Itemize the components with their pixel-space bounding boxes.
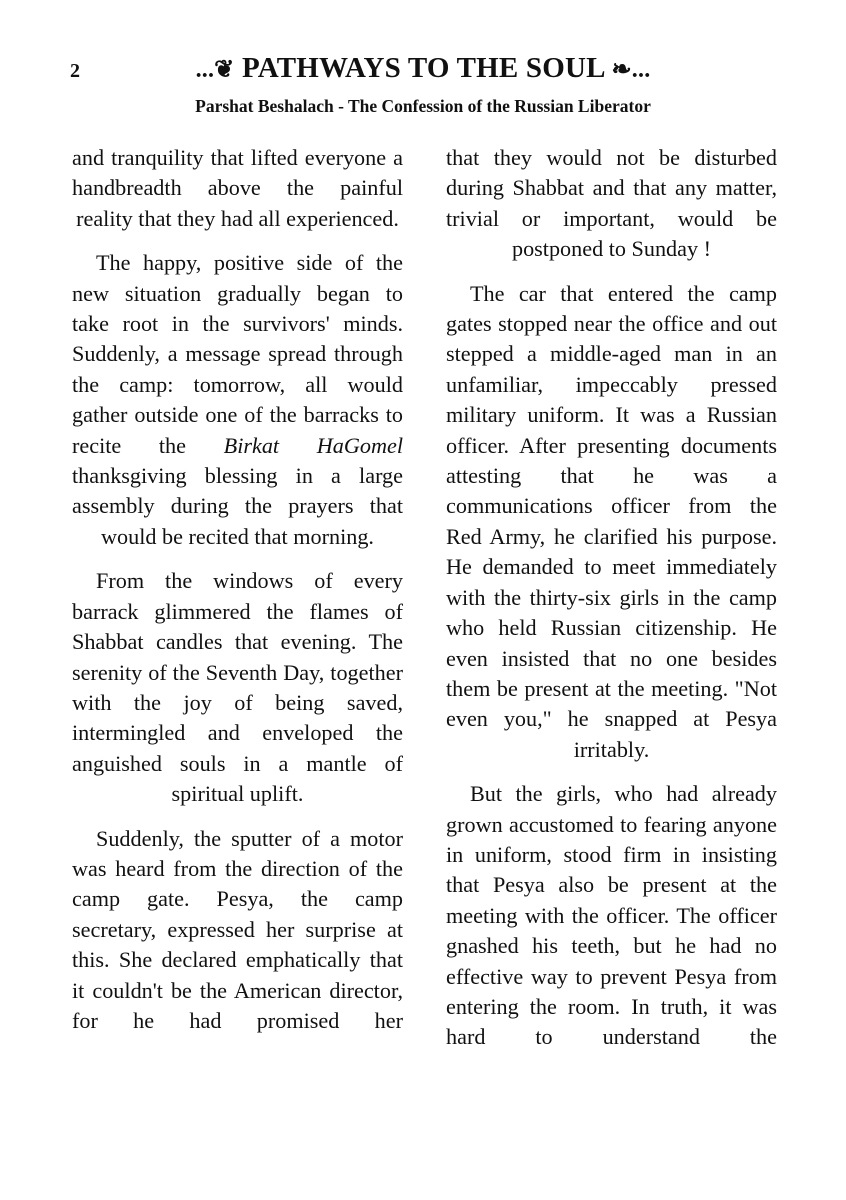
running-header [0,52,846,85]
italic-term: Birkat HaGomel [223,432,403,458]
article-subtitle: Parshat Beshalach - The Confession of the Russian Liberator [195,96,651,116]
paragraph: From the windows of every barrack glimmered the flames of Shabbat candles that evening. The serenity of the Seventh Day, together with the joy of being saved, intermingled and enveloped the anguished souls in a mantle of spiritual uplift. [72,568,403,807]
paragraph-text: The happy, positive side of the new situation gradually began to take root in the survivors' minds. Suddenly, a message spread through the camp: tomorrow, all would gather outside one of the barracks to recite the [72,250,403,458]
paragraph [72,248,403,552]
ornament-right-icon: ❧... [611,57,651,83]
paragraph: Suddenly, the sputter of a motor was heard from the direction of the camp gate. Pesya, the camp secretary, expressed her surprise at this. She declared emphatically that it couldn't be the American director, for he had promised her [72,825,403,1033]
page-number: 2 [70,60,80,82]
left-column [72,143,403,1050]
ornament-left-icon: ...❦ [195,57,235,83]
publication-title: PATHWAYS TO THE SOUL [241,52,605,84]
paragraph-text: thanksgiving blessing in a large assembly during the prayers that would be recited that morning. [72,463,403,549]
paragraph: and tranquility that lifted everyone a handbreadth above the painful reality that they had all experienced. [72,145,403,231]
right-column [446,143,777,1067]
paragraph: But the girls, who had already grown accustomed to fearing anyone in uniform, stood firm in insisting that Pesya also be present at the meeting with the officer. The officer gnashed his teeth, but he had no effective way to prevent Pesya from entering the room. In truth, it was hard to understand the [446,781,777,1050]
paragraph: The car that entered the camp gates stopped near the office and out stepped a middle-aged man in an unfamiliar, impeccably pressed military uniform. It was a Russian officer. After presenting documents attesting that he was a communications officer from the Red Army, he clarified his purpose. He demanded to meet immediately with the thirty-six girls in the camp who held Russian citizenship. He even insisted that no one besides them be present at the meeting. "Not even you," he snapped at Pesya irritably. [446,280,777,762]
paragraph: that they would not be disturbed during Shabbat and that any matter, trivial or important, would be postponed to Sunday ! [446,145,777,262]
